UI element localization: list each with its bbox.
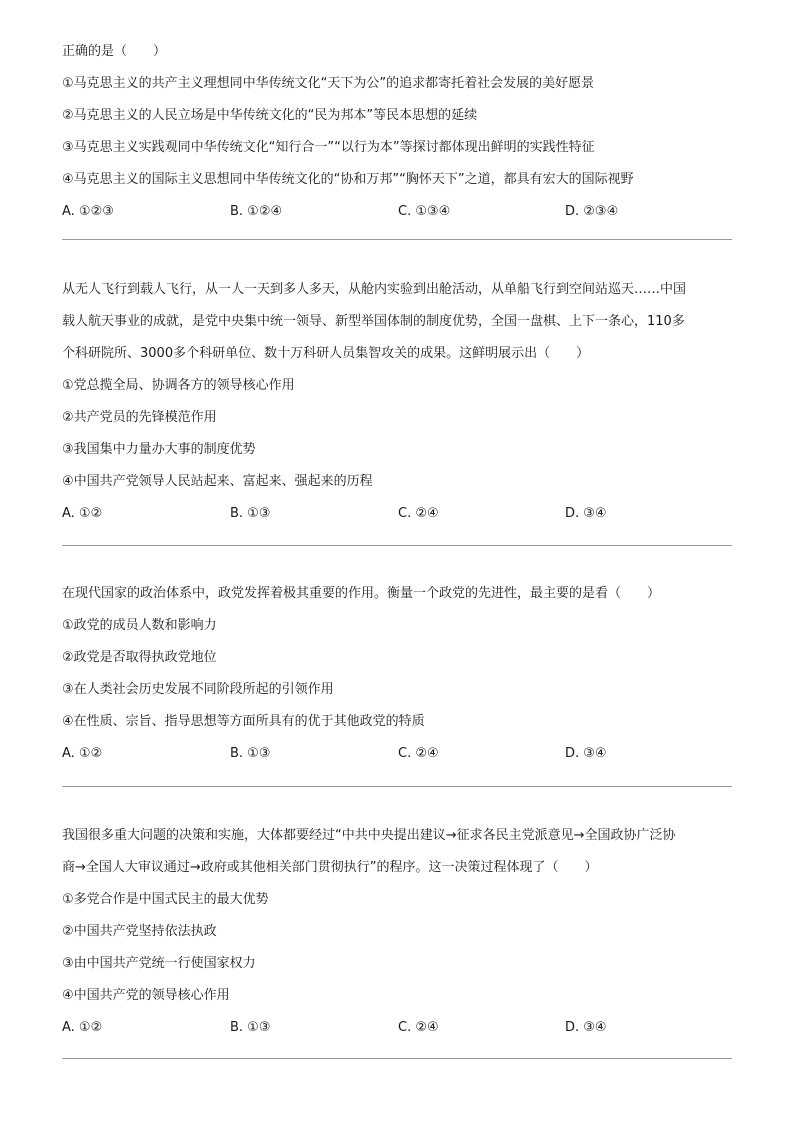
question-2	[62, 274, 734, 530]
option-b: B. ①③	[230, 746, 271, 761]
choice-item: ②马克思主义的人民立场是中华传统文化的“民为邦本”等民本思想的延续	[62, 108, 478, 123]
answer-options	[62, 738, 734, 770]
option-a: A. ①②	[62, 506, 103, 521]
option-b: B. ①③	[230, 506, 271, 521]
option-a: A. ①②	[62, 1020, 103, 1035]
question-divider	[62, 545, 732, 546]
answer-options	[62, 498, 734, 530]
answer-options	[62, 1012, 734, 1044]
question-divider	[62, 239, 732, 240]
question-stem-line: 载人航天事业的成就，是党中央集中统一领导、新型举国体制的制度优势，全国一盘棋、上下一条心，110多	[62, 314, 685, 329]
option-c: C. ②④	[398, 506, 439, 521]
question-stem-line: 在现代国家的政治体系中，政党发挥着极其重要的作用。衡量一个政党的先进性，最主要的是看（ ）	[62, 586, 661, 601]
question-divider	[62, 786, 732, 787]
choice-item: ③在人类社会历史发展不同阶段所起的引领作用	[62, 682, 334, 697]
choice-item: ④中国共产党领导人民站起来、富起来、强起来的历程	[62, 474, 373, 489]
choice-item: ②中国共产党坚持依法执政	[62, 924, 217, 939]
choice-item: ①马克思主义的共产主义理想同中华传统文化“天下为公”的追求都寄托着社会发展的美好愿景	[62, 76, 595, 91]
choice-item: ①多党合作是中国式民主的最大优势	[62, 892, 269, 907]
choice-item: ④在性质、宗旨、指导思想等方面所具有的优于其他政党的特质	[62, 714, 425, 729]
option-d: D. ③④	[565, 506, 607, 521]
option-b: B. ①③	[230, 1020, 271, 1035]
question-stem-line: 我国很多重大问题的决策和实施，大体都要经过“中共中央提出建议→征求各民主党派意见→全国政协广泛协	[62, 828, 676, 843]
question-stem-line: 个科研院所、3000多个科研单位、数十万科研人员集智攻关的成果。这鲜明展示出（ ）	[62, 346, 590, 361]
question-stem-line: 从无人飞行到载人飞行，从一人一天到多人多天，从舱内实验到出舱活动，从单船飞行到空间站巡天……中国	[62, 282, 687, 297]
choice-item: ③我国集中力量办大事的制度优势	[62, 442, 256, 457]
choice-item: ②政党是否取得执政党地位	[62, 650, 217, 665]
question-1	[62, 36, 734, 228]
option-c: C. ②④	[398, 1020, 439, 1035]
question-3	[62, 578, 734, 770]
choice-item: ③马克思主义实践观同中华传统文化“知行合一”“以行为本”等探讨都体现出鲜明的实践性特征	[62, 140, 595, 155]
choice-item: ④马克思主义的国际主义思想同中华传统文化的“协和万邦”“胸怀天下”之道，都具有宏大的国际视野	[62, 172, 634, 187]
option-a: A. ①②③	[62, 204, 114, 219]
answer-options	[62, 196, 734, 228]
question-stem-line: 商→全国人大审议通过→政府或其他相关部门贯彻执行”的程序。这一决策过程体现了（ ）	[62, 860, 598, 875]
question-4	[62, 820, 734, 1044]
choice-item: ①党总揽全局、协调各方的领导核心作用	[62, 378, 295, 393]
choice-item: ③由中国共产党统一行使国家权力	[62, 956, 256, 971]
option-c: C. ①③④	[398, 204, 451, 219]
option-b: B. ①②④	[230, 204, 283, 219]
option-d: D. ③④	[565, 746, 607, 761]
option-d: D. ②③④	[565, 204, 619, 219]
question-stem-line: 正确的是（ ）	[62, 44, 167, 59]
choice-item: ②共产党员的先锋模范作用	[62, 410, 217, 425]
option-d: D. ③④	[565, 1020, 607, 1035]
choice-item: ④中国共产党的领导核心作用	[62, 988, 230, 1003]
option-c: C. ②④	[398, 746, 439, 761]
question-divider	[62, 1058, 732, 1059]
option-a: A. ①②	[62, 746, 103, 761]
choice-item: ①政党的成员人数和影响力	[62, 618, 217, 633]
